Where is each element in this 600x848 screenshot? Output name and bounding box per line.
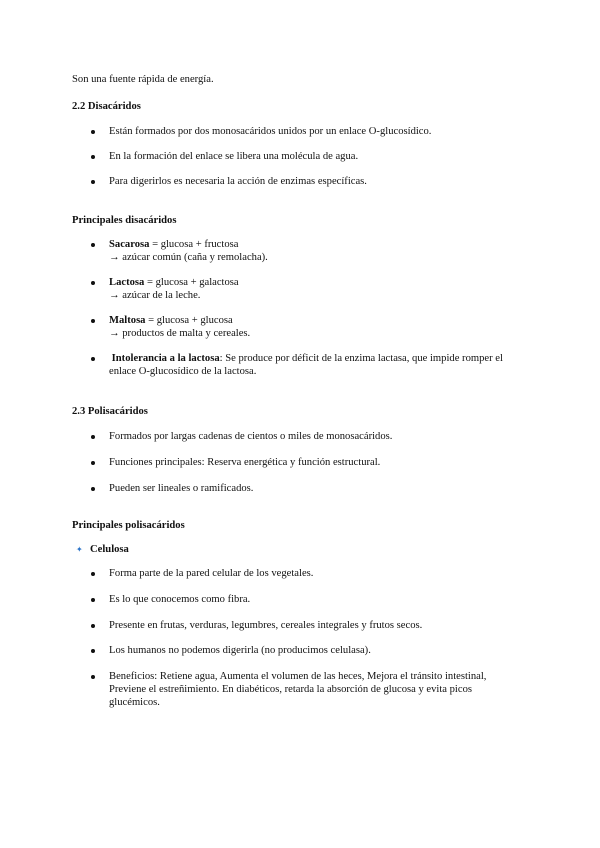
sacarosa-item	[109, 238, 238, 251]
maltosa-def: = glucosa + glucosa	[145, 315, 233, 326]
sacarosa-term: Sacarosa	[109, 239, 150, 250]
bullet-dot	[91, 319, 95, 323]
celulosa-title: Celulosa	[90, 544, 129, 555]
disacaridos-bullet-3: Para digerirlos es necesaria la acción de enzimas específicas.	[109, 176, 367, 187]
beneficios-line-2: Previene el estreñimiento. En diabéticos, retarda la absorción de glucosa y evita picos	[109, 684, 473, 695]
bullet-dot	[91, 243, 95, 247]
bullet-dot	[91, 572, 95, 576]
bullet-dot	[91, 624, 95, 628]
bullet-dot	[91, 130, 95, 134]
maltosa-sub: → productos de malta y cereales.	[109, 328, 251, 339]
maltosa-item	[109, 314, 233, 327]
bullet-dot	[91, 461, 95, 465]
polisacaridos-bullet-2: Funciones principales: Reserva energética y función estructural.	[109, 457, 381, 468]
maltosa-term: Maltosa	[109, 315, 146, 326]
polisacaridos-bullet-1: Formados por largas cadenas de cientos o miles de monosacáridos.	[109, 431, 393, 442]
bullet-dot	[91, 649, 95, 653]
lactosa-def: = glucosa + galactosa	[144, 277, 239, 288]
polisacaridos-bullet-3: Pueden ser lineales o ramificados.	[109, 483, 254, 494]
celulosa-bullet-3: Presente en frutas, verduras, legumbres, cereales integrales y frutos secos.	[109, 620, 423, 631]
sacarosa-sub: → azúcar común (caña y remolacha).	[109, 252, 268, 263]
lactosa-sub: → azúcar de la leche.	[109, 290, 201, 301]
bullet-dot	[91, 155, 95, 159]
diamond-bullet-icon: ✦	[76, 545, 83, 554]
bullet-dot	[91, 675, 95, 679]
disacaridos-bullet-1: Están formados por dos monosacáridos unidos por un enlace O-glucosídico.	[109, 126, 432, 137]
section-heading-disacaridos: 2.2 Disacáridos	[72, 101, 141, 112]
subheading-principales-disacaridos: Principales disacáridos	[72, 215, 177, 226]
sacarosa-def: = glucosa + fructosa	[149, 239, 239, 250]
intolerancia-def: : Se produce por déficit de la enzima lactasa, que impide romper el	[219, 353, 503, 364]
bullet-dot	[91, 487, 95, 491]
disacaridos-bullet-2: En la formación del enlace se libera una molécula de agua.	[109, 151, 359, 162]
bullet-dot	[91, 357, 95, 361]
beneficios-line-3: glucémicos.	[109, 697, 160, 708]
bullet-dot	[91, 435, 95, 439]
bullet-dot	[91, 281, 95, 285]
intolerancia-term: Intolerancia a la lactosa	[111, 353, 220, 364]
intro-text: Son una fuente rápida de energía.	[72, 74, 214, 85]
bullet-dot	[91, 180, 95, 184]
subheading-principales-polisacaridos: Principales polisacáridos	[72, 520, 185, 531]
bullet-dot	[91, 598, 95, 602]
lactosa-item	[109, 276, 239, 289]
celulosa-bullet-2: Es lo que conocemos como fibra.	[109, 594, 251, 605]
celulosa-bullet-4: Los humanos no podemos digerirla (no producimos celulasa).	[109, 645, 371, 656]
section-heading-polisacaridos: 2.3 Polisacáridos	[72, 406, 148, 417]
beneficios-line-1: Beneficios: Retiene agua, Aumenta el volumen de las heces, Mejora el tránsito intestinal,	[109, 671, 487, 682]
lactosa-term: Lactosa	[109, 277, 145, 288]
celulosa-bullet-1: Forma parte de la pared celular de los vegetales.	[109, 568, 314, 579]
intolerancia-item	[109, 352, 503, 365]
intolerancia-sub: enlace O-glucosídico de la lactosa.	[109, 366, 257, 377]
